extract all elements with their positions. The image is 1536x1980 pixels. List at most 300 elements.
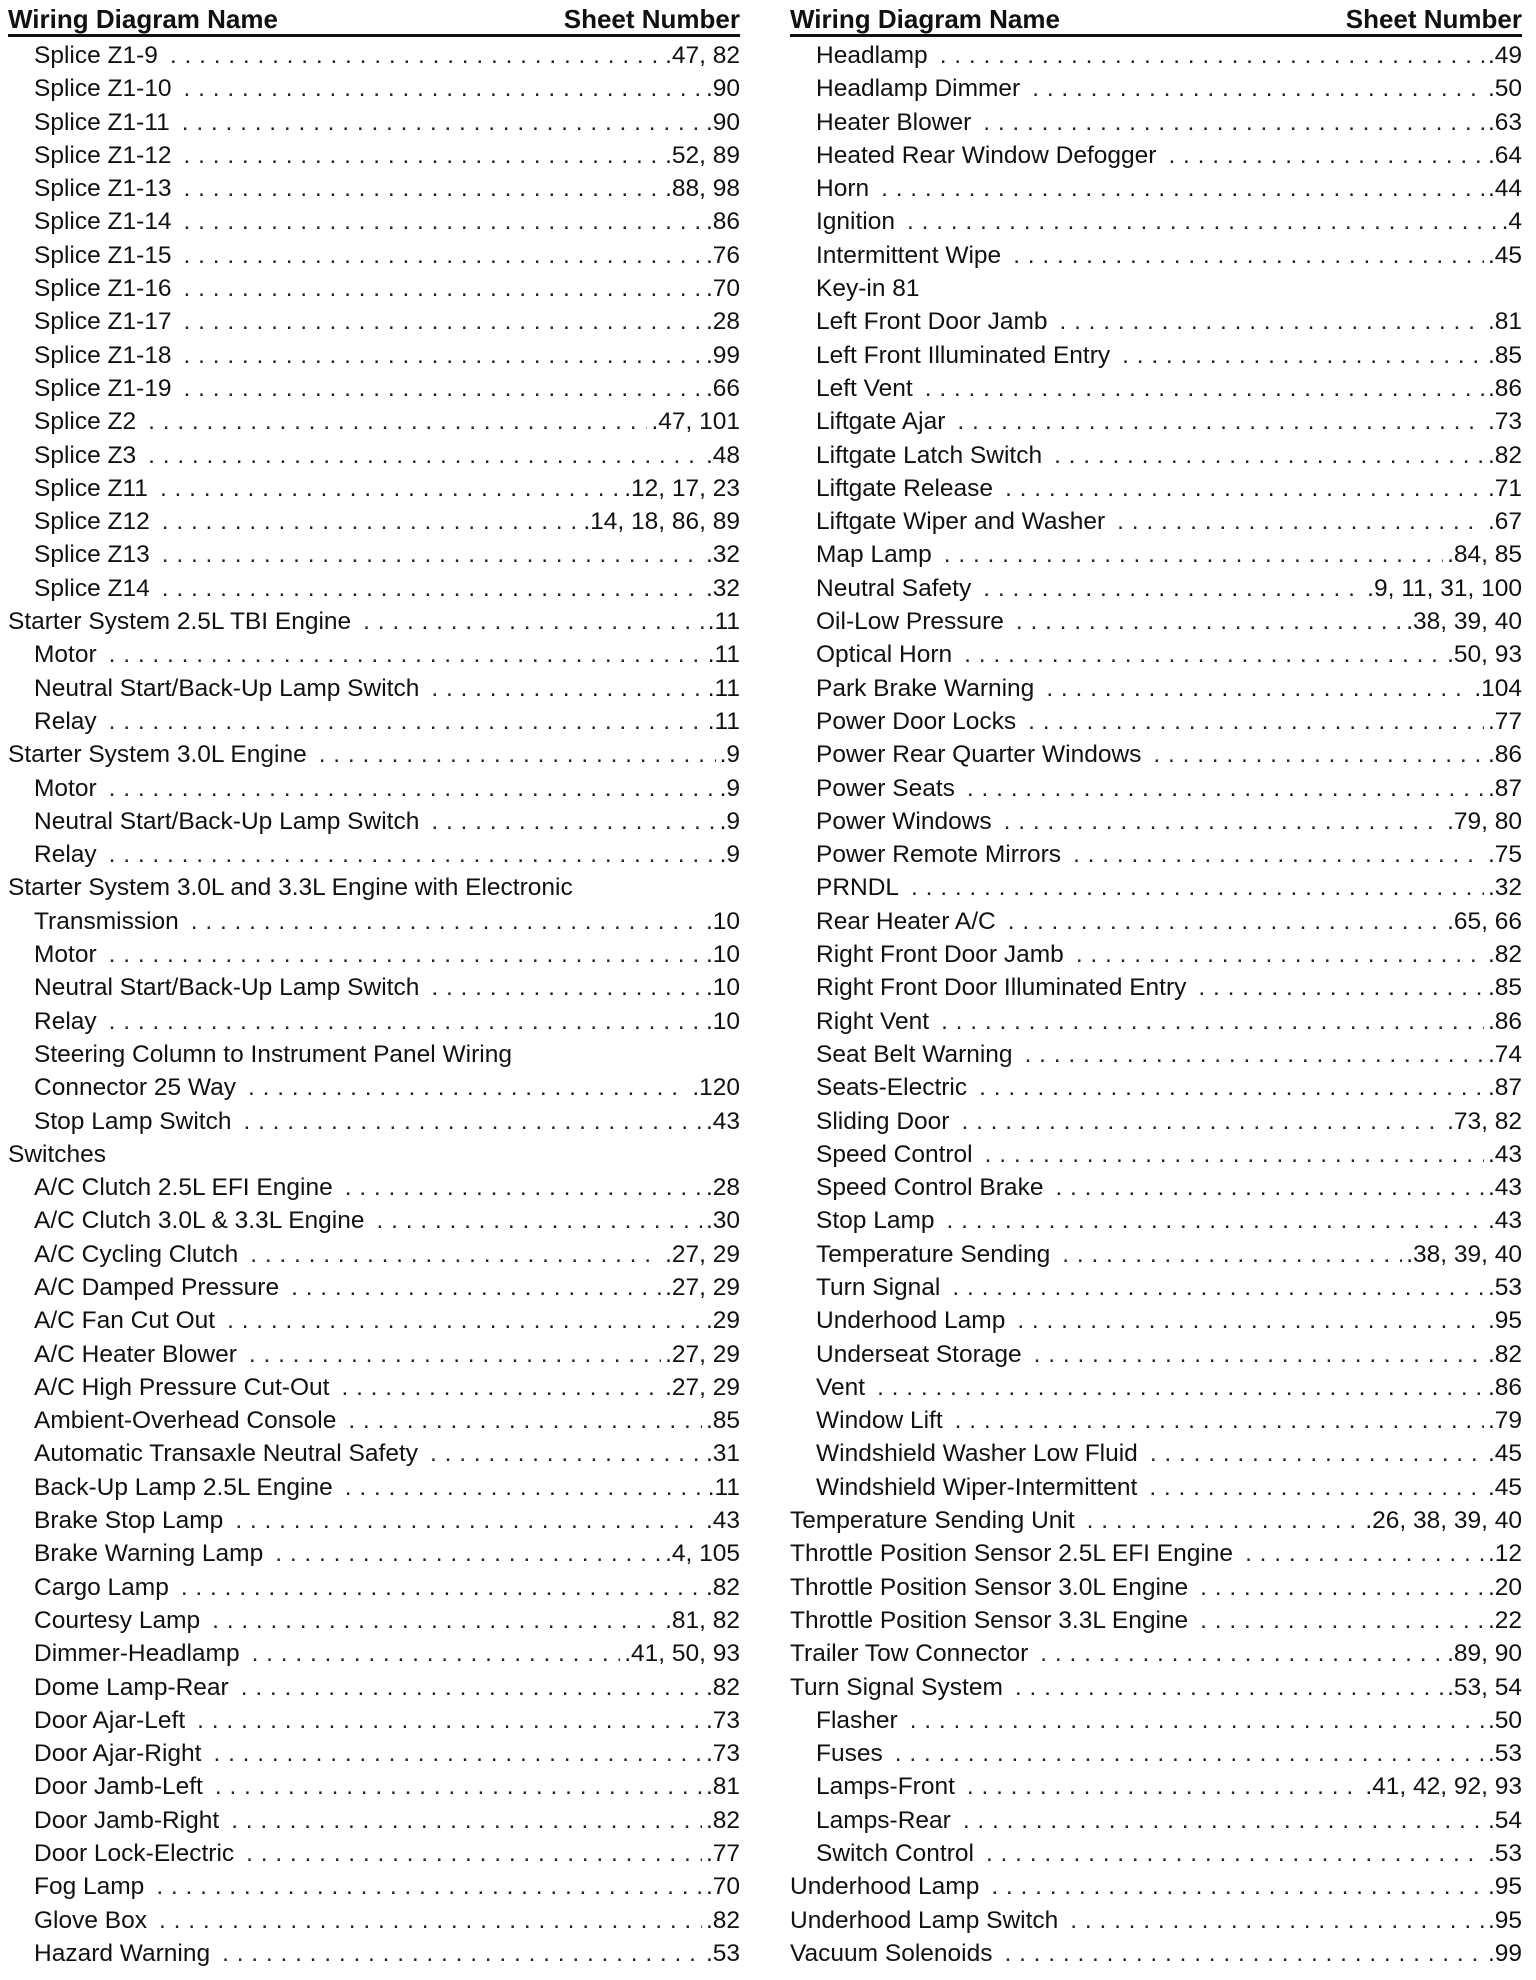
index-entry: [8, 871, 740, 904]
leader-dots: [246, 1837, 702, 1870]
leader-dots: [345, 1171, 702, 1204]
entry-name: Windshield Wiper-Intermittent: [816, 1473, 1138, 1501]
entry-sheet-number: .44: [1487, 175, 1522, 203]
entry-name: Left Front Illuminated Entry: [816, 341, 1111, 369]
index-entry: [790, 1138, 1522, 1171]
entry-sheet-number: .11: [707, 674, 740, 702]
entry-name: Park Brake Warning: [816, 674, 1035, 702]
index-entry: [8, 472, 740, 505]
leader-dots: [235, 1504, 702, 1537]
entry-name: Cargo Lamp: [34, 1573, 169, 1601]
index-entry: [790, 439, 1522, 472]
index-entry: [790, 705, 1522, 738]
index-entry: [8, 838, 740, 871]
leader-dots: [231, 1804, 702, 1837]
entry-name: Seat Belt Warning: [816, 1040, 1013, 1068]
index-entry: [790, 1204, 1522, 1237]
entry-name: Starter System 3.0L Engine: [8, 741, 307, 769]
entry-name: Lamps-Rear: [816, 1806, 951, 1834]
index-entry: [8, 1837, 740, 1870]
entry-sheet-number: .66: [705, 374, 740, 402]
entry-name: Transmission: [34, 907, 179, 935]
entry-sheet-number: .47, 82: [665, 42, 740, 69]
entry-sheet-number: .81: [705, 1773, 740, 1801]
entry-name: Underhood Lamp Switch: [790, 1906, 1059, 1934]
leader-dots: [1062, 1238, 1402, 1271]
entry-sheet-number: .31: [705, 1440, 740, 1468]
entry-name: A/C Heater Blower: [34, 1340, 237, 1368]
leader-dots: [227, 1304, 702, 1337]
leader-dots: [941, 1005, 1484, 1038]
entry-name: Splice Z1-12: [34, 141, 172, 169]
leader-dots: [213, 1737, 701, 1770]
entry-sheet-number: .22: [1487, 1606, 1522, 1634]
entry-sheet-number: .30: [705, 1207, 740, 1235]
entry-name: Speed Control: [816, 1140, 973, 1168]
entry-name: Courtesy Lamp: [34, 1606, 201, 1634]
leader-dots: [156, 1870, 702, 1903]
entry-sheet-number: .53: [1487, 1840, 1522, 1868]
index-entry: [790, 39, 1522, 72]
leader-dots: [1073, 838, 1484, 871]
index-entry: [8, 439, 740, 472]
entry-name: Underseat Storage: [816, 1340, 1022, 1368]
leader-dots: [160, 472, 620, 505]
entry-name: Door Lock-Electric: [34, 1840, 235, 1868]
entry-name: Splice Z3: [34, 441, 137, 469]
index-entry: [790, 1471, 1522, 1504]
leader-dots: [1198, 971, 1484, 1004]
index-entry: [790, 938, 1522, 971]
leader-dots: [1087, 1504, 1362, 1537]
index-entry: [8, 905, 740, 938]
index-entry: [790, 339, 1522, 372]
entry-sheet-number: .87: [1487, 1074, 1522, 1102]
entry-sheet-number: .45: [1487, 1440, 1522, 1468]
entry-name: Splice Z1-9: [34, 42, 158, 69]
leader-dots: [944, 538, 1443, 571]
leader-dots: [1004, 1937, 1483, 1970]
entry-name: Switch Control: [816, 1840, 974, 1868]
entry-sheet-number: .90: [705, 75, 740, 103]
leader-dots: [241, 1671, 702, 1704]
entry-sheet-number: .10: [705, 907, 740, 935]
entry-name: Seats-Electric: [816, 1074, 968, 1102]
leader-dots: [940, 39, 1484, 72]
entry-sheet-number: .11: [707, 707, 740, 735]
index-entry: [8, 405, 740, 438]
entry-sheet-number: .87: [1487, 774, 1522, 802]
index-entry: [8, 572, 740, 605]
entry-name: Starter System 3.0L and 3.3L Engine with Electronic: [8, 874, 573, 902]
entry-sheet-number: .79: [1487, 1407, 1522, 1435]
entry-name: A/C Damped Pressure: [34, 1273, 280, 1301]
entry-name: Neutral Start/Back-Up Lamp Switch: [34, 674, 420, 702]
leader-dots: [109, 638, 704, 671]
index-entry: [8, 1371, 740, 1404]
entry-sheet-number: .4: [1501, 208, 1522, 236]
entry-sheet-number: .86: [705, 208, 740, 236]
entry-sheet-number: .95: [1487, 1307, 1522, 1335]
leader-dots: [1122, 339, 1484, 372]
index-entry: [790, 1338, 1522, 1371]
entry-name: Motor: [34, 641, 97, 669]
index-entry: [8, 1437, 740, 1470]
entry-sheet-number: .49: [1487, 42, 1522, 69]
index-entry: [790, 971, 1522, 1004]
leader-dots: [215, 1770, 702, 1803]
entry-name: Turn Signal: [816, 1273, 941, 1301]
entry-name: Dome Lamp-Rear: [34, 1673, 229, 1701]
leader-dots: [109, 838, 716, 871]
index-entry: [8, 1637, 740, 1670]
index-entry: [8, 1271, 740, 1304]
index-entry: [8, 1604, 740, 1637]
index-entry: [790, 1537, 1522, 1570]
leader-dots: [148, 405, 647, 438]
leader-dots: [1150, 1437, 1484, 1470]
entry-name: Automatic Transaxle Neutral Safety: [34, 1440, 419, 1468]
index-entry: [8, 1737, 740, 1770]
index-entry: [8, 638, 740, 671]
index-entry: [8, 538, 740, 571]
leader-dots: [925, 372, 1484, 405]
index-entry: [790, 305, 1522, 338]
index-entry: [790, 672, 1522, 705]
entry-name: Motor: [34, 774, 97, 802]
entry-name: Oil-Low Pressure: [816, 608, 1004, 636]
leader-dots: [377, 1204, 702, 1237]
leader-dots: [1004, 805, 1443, 838]
index-entry: [8, 505, 740, 538]
index-entry: [8, 139, 740, 172]
index-entry: [8, 72, 740, 105]
index-entry: [8, 106, 740, 139]
index-entry: [790, 1704, 1522, 1737]
entry-sheet-number: .29: [705, 1307, 740, 1335]
entry-name: Door Ajar-Right: [34, 1740, 202, 1768]
leader-dots: [431, 672, 703, 705]
entry-sheet-number: .99: [1487, 1939, 1522, 1967]
index-entry: [8, 938, 740, 971]
entry-name: Windshield Washer Low Fluid: [816, 1440, 1138, 1468]
leader-dots: [249, 1338, 661, 1371]
entry-name: Liftgate Wiper and Washer: [816, 508, 1106, 536]
entry-name: Brake Stop Lamp: [34, 1507, 224, 1535]
index-entry: [790, 772, 1522, 805]
entry-sheet-number: .43: [1487, 1207, 1522, 1235]
entry-name: Map Lamp: [816, 541, 932, 569]
index-entry: [8, 1404, 740, 1437]
entry-sheet-number: .50: [1487, 75, 1522, 103]
entry-sheet-number: .73: [705, 1740, 740, 1768]
entry-sheet-number: .43: [1487, 1174, 1522, 1202]
entry-name: Optical Horn: [816, 641, 953, 669]
entry-sheet-number: .27, 29: [665, 1340, 740, 1368]
entry-sheet-number: .73: [1487, 408, 1522, 436]
entry-name: Liftgate Release: [816, 474, 994, 502]
index-entry: [8, 672, 740, 705]
entry-sheet-number: .82: [1487, 441, 1522, 469]
index-entry: [790, 1304, 1522, 1337]
entry-sheet-number: .28: [705, 1174, 740, 1202]
entry-sheet-number: .27, 29: [665, 1273, 740, 1301]
entry-sheet-number: .82: [705, 1806, 740, 1834]
header-name-label: Wiring Diagram Name: [8, 4, 278, 34]
entry-name: Throttle Position Sensor 3.3L Engine: [790, 1606, 1189, 1634]
index-entry: [8, 1138, 740, 1171]
entry-sheet-number: .73, 82: [1447, 1107, 1522, 1135]
entry-name: Right Front Door Jamb: [816, 941, 1064, 969]
leader-dots: [1059, 305, 1483, 338]
index-entry: [8, 805, 740, 838]
header-name-label: Wiring Diagram Name: [790, 4, 1060, 34]
leader-dots: [197, 1704, 702, 1737]
entry-sheet-number: .12: [1487, 1540, 1522, 1568]
leader-dots: [109, 1005, 702, 1038]
entry-name: Splice Z1-15: [34, 241, 172, 269]
entry-name: Underhood Lamp: [790, 1873, 980, 1901]
index-entry: [790, 1804, 1522, 1837]
entry-name: Vacuum Solenoids: [790, 1939, 993, 1967]
entry-sheet-number: .11: [707, 641, 740, 669]
entry-name: Ignition: [816, 208, 896, 236]
leader-dots: [222, 1937, 702, 1970]
entry-name: Door Ajar-Left: [34, 1706, 186, 1734]
entry-name: A/C Fan Cut Out: [34, 1307, 216, 1335]
leader-dots: [162, 505, 580, 538]
entry-name: Lamps-Front: [816, 1773, 955, 1801]
index-entry: [8, 1937, 740, 1970]
entry-sheet-number: .70: [705, 1873, 740, 1901]
index-entry: [8, 1204, 740, 1237]
index-entry: [790, 272, 1522, 305]
entry-name: Splice Z2: [34, 408, 137, 436]
right-column: [790, 0, 1522, 1970]
index-entry: [790, 1937, 1522, 1970]
index-entry: [790, 805, 1522, 838]
entry-name: A/C Cycling Clutch: [34, 1240, 239, 1268]
leader-dots: [957, 405, 1484, 438]
entry-name: Hazard Warning: [34, 1939, 211, 1967]
entry-name: Power Rear Quarter Windows: [816, 741, 1142, 769]
entry-name: Speed Control Brake: [816, 1174, 1044, 1202]
entry-sheet-number: .95: [1487, 1906, 1522, 1934]
index-entry: [8, 205, 740, 238]
entry-name: Right Vent: [816, 1007, 930, 1035]
entry-sheet-number: .32: [1487, 874, 1522, 902]
entry-sheet-number: .86: [1487, 1007, 1522, 1035]
entry-sheet-number: .12, 17, 23: [624, 474, 740, 502]
entry-sheet-number: .9: [719, 741, 740, 769]
leader-dots: [319, 738, 716, 771]
leader-dots: [983, 572, 1363, 605]
leader-dots: [952, 1271, 1484, 1304]
entry-name: Throttle Position Sensor 3.0L Engine: [790, 1573, 1189, 1601]
index-entry: [8, 1571, 740, 1604]
leader-dots: [1005, 472, 1484, 505]
leader-dots: [1070, 1904, 1484, 1937]
entry-name: Window Lift: [816, 1407, 943, 1435]
index-entry: [8, 1904, 740, 1937]
entry-name: Sliding Door: [816, 1107, 950, 1135]
entry-name: Left Vent: [816, 374, 913, 402]
entry-name: Door Jamb-Right: [34, 1806, 220, 1834]
entry-name: Splice Z1-10: [34, 75, 172, 103]
entry-name: Temperature Sending: [816, 1240, 1051, 1268]
entry-sheet-number: .84, 85: [1447, 541, 1522, 569]
index-entry: [8, 372, 740, 405]
entry-name: Fuses: [816, 1740, 883, 1768]
leader-dots: [1013, 239, 1484, 272]
entry-name: Right Front Door Illuminated Entry: [816, 974, 1187, 1002]
entry-sheet-number: .120: [692, 1074, 740, 1102]
header-sheet-label: Sheet Number: [563, 4, 740, 34]
index-entry: [8, 339, 740, 372]
index-entry: [8, 705, 740, 738]
index-entry: [8, 1338, 740, 1371]
index-entry: [790, 472, 1522, 505]
entry-sheet-number: .10: [705, 1007, 740, 1035]
entry-name: Vent: [816, 1373, 866, 1401]
leader-dots: [184, 172, 662, 205]
entry-sheet-number: .41, 50, 93: [624, 1640, 740, 1668]
entry-name: Relay: [34, 707, 97, 735]
index-entry: [8, 1071, 740, 1104]
index-entry: [8, 172, 740, 205]
entry-sheet-number: .43: [1487, 1140, 1522, 1168]
index-entry: [8, 1537, 740, 1570]
entry-sheet-number: .86: [1487, 741, 1522, 769]
leader-dots: [109, 938, 702, 971]
index-entry: [8, 1770, 740, 1803]
entry-sheet-number: .67: [1487, 508, 1522, 536]
entry-sheet-number: .53, 54: [1447, 1673, 1522, 1701]
entry-name: Back-Up Lamp 2.5L Engine: [34, 1473, 333, 1501]
index-entry: [790, 838, 1522, 871]
index-entry: [790, 1904, 1522, 1937]
entry-sheet-number: .73: [705, 1706, 740, 1734]
entry-name: Left Front Door Jamb: [816, 308, 1048, 336]
entry-sheet-number: .54: [1487, 1806, 1522, 1834]
leader-dots: [250, 1238, 661, 1271]
leader-dots: [895, 1737, 1484, 1770]
entry-sheet-number: .10: [705, 941, 740, 969]
entry-sheet-number: .53: [1487, 1740, 1522, 1768]
entry-sheet-number: .81, 82: [665, 1606, 740, 1634]
entry-name: Splice Z1-14: [34, 208, 172, 236]
entry-name: Door Jamb-Left: [34, 1773, 203, 1801]
leader-dots: [1046, 672, 1470, 705]
leader-dots: [983, 106, 1484, 139]
leader-dots: [291, 1271, 661, 1304]
index-entry: [790, 505, 1522, 538]
index-entry: [790, 405, 1522, 438]
index-entry: [790, 738, 1522, 771]
index-entry: [790, 1271, 1522, 1304]
leader-dots: [1017, 1304, 1484, 1337]
index-entry: [8, 1804, 740, 1837]
index-entry: [790, 372, 1522, 405]
column-header: [790, 0, 1522, 37]
entry-sheet-number: .9: [719, 774, 740, 802]
entry-sheet-number: .38, 39, 40: [1406, 608, 1522, 636]
leader-dots: [1117, 505, 1484, 538]
index-entry: [790, 106, 1522, 139]
leader-dots: [184, 272, 702, 305]
entry-sheet-number: .81: [1487, 308, 1522, 336]
entry-sheet-number: .64: [1487, 141, 1522, 169]
entry-sheet-number: .28: [705, 308, 740, 336]
index-entry: [790, 1671, 1522, 1704]
index-entry: [790, 1404, 1522, 1437]
entry-sheet-number: .77: [705, 1840, 740, 1868]
leader-dots: [184, 239, 702, 272]
entry-sheet-number: .99: [705, 341, 740, 369]
index-entry: [790, 72, 1522, 105]
leader-dots: [182, 106, 702, 139]
leader-dots: [967, 1770, 1361, 1803]
leader-dots: [881, 172, 1484, 205]
leader-dots: [363, 605, 704, 638]
entry-sheet-number: .86: [1487, 374, 1522, 402]
entry-name: Trailer Tow Connector: [790, 1640, 1029, 1668]
entry-sheet-number: .27, 29: [665, 1240, 740, 1268]
entry-sheet-number: .74: [1487, 1040, 1522, 1068]
entry-sheet-number: .4, 105: [665, 1540, 740, 1568]
leader-dots: [430, 1437, 702, 1470]
leader-dots: [1149, 1471, 1484, 1504]
column-header: [8, 0, 740, 37]
leader-dots: [170, 39, 661, 72]
leader-dots: [275, 1537, 661, 1570]
index-entry: [790, 1571, 1522, 1604]
index-entry: [8, 772, 740, 805]
leader-dots: [184, 139, 662, 172]
entry-name: Horn: [816, 175, 870, 203]
entry-sheet-number: .50: [1487, 1706, 1522, 1734]
leader-dots: [963, 1804, 1484, 1837]
entry-sheet-number: .77: [1487, 707, 1522, 735]
index-entry: [790, 172, 1522, 205]
entry-sheet-number: .82: [705, 1673, 740, 1701]
entry-name: Relay: [34, 1007, 97, 1035]
leader-dots: [184, 72, 702, 105]
entry-name: Splice Z1-13: [34, 175, 172, 203]
entry-sheet-number: .32: [705, 574, 740, 602]
entry-sheet-number: .82: [1487, 1340, 1522, 1368]
leader-dots: [184, 372, 702, 405]
entry-name: Throttle Position Sensor 2.5L EFI Engine: [790, 1540, 1234, 1568]
leader-dots: [431, 805, 715, 838]
entry-sheet-number: .53: [1487, 1273, 1522, 1301]
entry-name: Stop Lamp: [816, 1207, 935, 1235]
entry-name: Splice Z1-19: [34, 374, 172, 402]
index-entry: [8, 1704, 740, 1737]
left-column: [8, 0, 740, 1970]
leader-dots: [1168, 139, 1483, 172]
entry-name: Flasher: [816, 1706, 898, 1734]
leader-dots: [184, 339, 702, 372]
entry-name: Key-in 81: [816, 275, 920, 303]
index-entry: [790, 239, 1522, 272]
entry-name: Splice Z1-11: [34, 108, 170, 136]
entry-sheet-number: .95: [1487, 1873, 1522, 1901]
entry-name: A/C High Pressure Cut-Out: [34, 1373, 330, 1401]
index-entry: [8, 1105, 740, 1138]
entry-name: Stop Lamp Switch: [34, 1107, 232, 1135]
index-entry: [8, 272, 740, 305]
